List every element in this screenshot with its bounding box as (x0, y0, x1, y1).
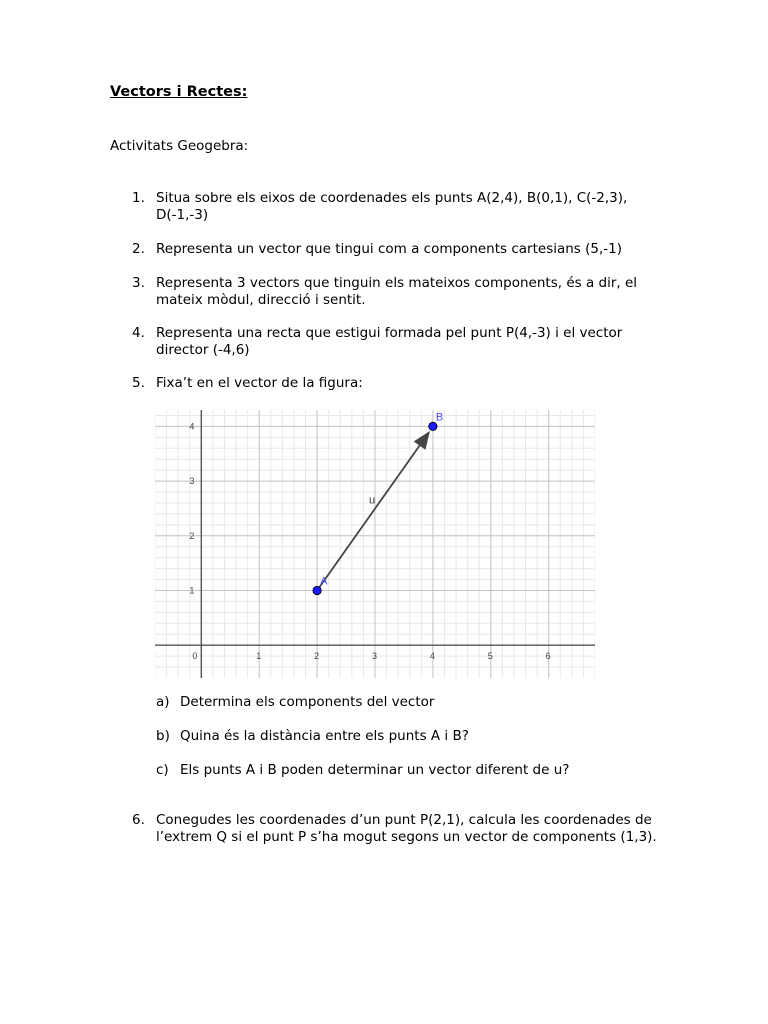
vector-u-line (317, 432, 429, 590)
point-marker (313, 586, 321, 594)
x-tick-label: 3 (372, 651, 378, 662)
vector-label: u (369, 494, 376, 507)
document-subtitle: Activitats Geogebra: (110, 138, 249, 154)
y-tick-label: 2 (189, 530, 195, 541)
exercise-text: Situa sobre els eixos de coordenades els punts A(2,4), B(0,1), C(-2,3), D(-1,-3) (156, 190, 628, 223)
subquestion-letter: b) (156, 728, 170, 744)
exercise-number: 5. (132, 375, 145, 391)
subquestion-text: Quina és la distància entre els punts A i B? (180, 728, 469, 744)
subquestion-letter: a) (156, 694, 170, 710)
y-tick-label: 3 (189, 476, 195, 487)
x-tick-label: 6 (545, 651, 551, 662)
exercise-text: Representa una recta que estigui formada pel punt P(4,-3) i el vector director (-4,6) (156, 325, 623, 358)
subquestion-text: Determina els components del vector (180, 694, 435, 710)
exercise-number: 1. (132, 190, 145, 206)
x-tick-label: 5 (487, 651, 493, 662)
exercise-2 (132, 241, 672, 258)
exercise-5 (132, 375, 672, 392)
x-tick-label: 2 (314, 651, 320, 662)
exercise-text: Representa 3 vectors que tinguin els mateixos components, és a dir, el mateix mòdul, direcció i sentit. (156, 275, 638, 308)
point-label: A (320, 575, 328, 588)
subquestion-text: Els punts A i B poden determinar un vector diferent de u? (180, 762, 570, 778)
exercise-1 (132, 190, 672, 223)
exercise-text: Fixa’t en el vector de la figura: (156, 375, 363, 391)
exercise-3 (132, 275, 672, 308)
exercise-6 (132, 812, 672, 845)
exercise-number: 3. (132, 275, 145, 291)
x-tick-label: 4 (429, 651, 435, 662)
x-tick-label: 1 (256, 651, 262, 662)
exercise-text: Conegudes les coordenades d’un punt P(2,1), calcula les coordenades de l’extrem Q si el punt P s’ha mogut segons un vector de components (1,3). (156, 812, 657, 845)
x-tick-label: 0 (192, 651, 198, 662)
exercise-number: 6. (132, 812, 145, 828)
document-title: Vectors i Rectes: (110, 84, 248, 100)
exercise-number: 2. (132, 241, 145, 257)
y-tick-label: 1 (189, 585, 195, 596)
exercise-number: 4. (132, 325, 145, 341)
point-marker (429, 422, 437, 430)
subquestion-letter: c) (156, 762, 169, 778)
exercise-4 (132, 325, 672, 358)
subquestion-a (156, 694, 656, 711)
subquestion-b (156, 728, 656, 745)
y-tick-label: 4 (189, 421, 195, 432)
exercise-text: Representa un vector que tingui com a components cartesians (5,-1) (156, 241, 623, 257)
subquestion-c (156, 762, 656, 779)
point-label: B (435, 411, 444, 424)
vector-figure (155, 410, 595, 678)
